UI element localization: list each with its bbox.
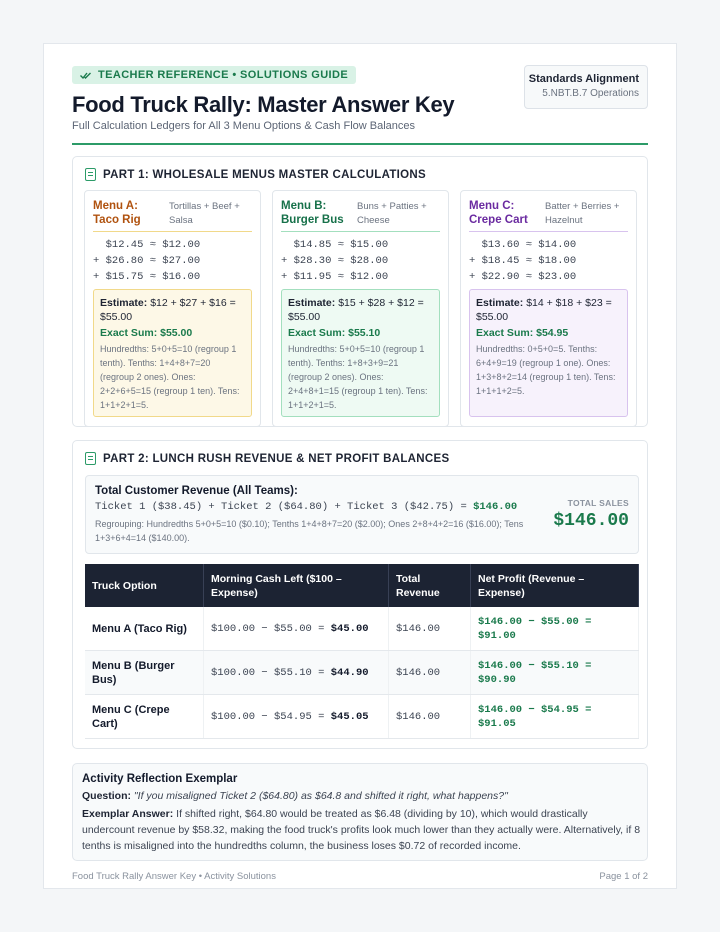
exact-sum-value: $54.95 bbox=[536, 327, 569, 339]
menu-name: Menu C: Crepe Cart bbox=[469, 200, 528, 226]
rounding-line: + $15.75 ≈ $16.00 bbox=[93, 271, 201, 283]
rounding-line: + $11.95 ≈ $12.00 bbox=[281, 271, 389, 283]
revenue-inline-total: $146.00 bbox=[473, 501, 518, 513]
estimate-label: Estimate: bbox=[100, 297, 148, 309]
part1-section bbox=[72, 156, 648, 427]
menu-ingredients: Batter + Berries + Hazelnut bbox=[545, 201, 620, 226]
header-divider bbox=[72, 143, 648, 145]
revenue-cell: $146.00 bbox=[389, 651, 471, 695]
revenue-equation bbox=[95, 501, 517, 513]
reflection-box bbox=[72, 763, 648, 861]
page-title: Food Truck Rally: Master Answer Key bbox=[72, 92, 455, 117]
reflection-answer bbox=[82, 806, 642, 854]
truck-option-cell: Menu A (Taco Rig) bbox=[85, 607, 204, 651]
estimate bbox=[288, 296, 433, 324]
standards-alignment-box bbox=[524, 65, 648, 109]
menu-name: Menu B: Burger Bus bbox=[281, 200, 344, 226]
calculation-box bbox=[93, 289, 252, 417]
badge-text: TEACHER REFERENCE • SOLUTIONS GUIDE bbox=[98, 69, 349, 81]
exact-sum-value: $55.10 bbox=[348, 327, 381, 339]
question-text: "If you misaligned Ticket 2 ($64.80) as $64.8 and shifted it right, what happens?" bbox=[133, 790, 508, 802]
reflection-title: Activity Reflection Exemplar bbox=[82, 773, 238, 785]
regrouping-explanation: Hundredths: 5+0+5=10 (regroup 1 tenth). Tenths: 1+8+3+9=21 (regroup 2 ones). Ones: 2+4+8+1=15 (regroup 1 ten). Tens: 1+1+2+1=5. bbox=[288, 344, 428, 410]
cash-result: $44.90 bbox=[330, 666, 369, 679]
answer-key-page bbox=[43, 43, 677, 889]
truck-option-cell: Menu B (Burger Bus) bbox=[85, 651, 204, 695]
menu-card bbox=[460, 190, 637, 427]
receipt-icon bbox=[85, 168, 96, 181]
estimate-value: $15 + $28 + $12 = $55.00 bbox=[288, 297, 424, 323]
menu-ingredients: Tortillas + Beef + Salsa bbox=[169, 201, 240, 226]
revenue-equation-text: Ticket 1 ($38.45) + Ticket 2 ($64.80) + Ticket 3 ($42.75) = bbox=[95, 501, 474, 513]
footer-page-number: Page 1 of 2 bbox=[599, 871, 648, 882]
header-net-profit: Net Profit (Revenue – Expense) bbox=[471, 564, 639, 607]
revenue-summary-box bbox=[85, 475, 639, 554]
menu-name: Menu A: Taco Rig bbox=[93, 200, 141, 226]
exact-sum-value: $55.00 bbox=[160, 327, 193, 339]
rounding-line: + $18.45 ≈ $18.00 bbox=[469, 255, 577, 267]
exact-sum bbox=[476, 326, 621, 340]
profit-table bbox=[85, 564, 639, 739]
calculation-box bbox=[281, 289, 440, 417]
answer-text: If shifted right, $64.80 would be treated as $6.48 (dividing by 10), which would drastically undercount revenue by $58.32, making the food truck's profits look much lower than they actually were. Alternatively, if 8 tenths is misaligned into the hundredths column, the business loses $0.72 of recorded income. bbox=[82, 808, 641, 852]
truck-option-cell: Menu C (Crepe Cart) bbox=[85, 695, 204, 739]
header-morning-cash: Morning Cash Left ($100 – Expense) bbox=[204, 564, 389, 607]
rounding-lines bbox=[281, 237, 388, 285]
morning-cash-cell bbox=[204, 695, 389, 739]
revenue-cell: $146.00 bbox=[389, 695, 471, 739]
regrouping-explanation: Hundredths: 5+0+5=10 (regroup 1 tenth). Tenths: 1+4+8+7=20 (regroup 2 ones). Ones: 2+2+6+5=15 (regroup 1 ten). Tens: 1+1+2+1=5. bbox=[100, 344, 240, 410]
reflection-question bbox=[82, 790, 508, 802]
rounding-line: + $28.30 ≈ $28.00 bbox=[281, 255, 389, 267]
calculation-box bbox=[469, 289, 628, 417]
part2-heading-text: PART 2: LUNCH RUSH REVENUE & NET PROFIT BALANCES bbox=[103, 452, 450, 465]
rounding-line: $13.60 ≈ $14.00 bbox=[469, 239, 577, 251]
cash-equation: $100.00 − $55.10 = bbox=[211, 666, 331, 679]
total-sales-value: $146.00 bbox=[553, 511, 629, 531]
standards-title: Standards Alignment bbox=[528, 73, 639, 85]
table-row bbox=[85, 651, 639, 695]
revenue-title: Total Customer Revenue (All Teams): bbox=[95, 485, 298, 497]
morning-cash-cell bbox=[204, 651, 389, 695]
estimate-label: Estimate: bbox=[288, 297, 336, 309]
footer-left: Food Truck Rally Answer Key • Activity Solutions bbox=[72, 871, 276, 882]
question-label: Question: bbox=[82, 790, 131, 802]
exact-sum-label: Exact Sum: bbox=[476, 327, 534, 339]
rounding-line: + $26.80 ≈ $27.00 bbox=[93, 255, 201, 267]
exact-sum bbox=[100, 326, 245, 340]
estimate bbox=[100, 296, 245, 324]
teacher-reference-badge bbox=[72, 66, 356, 84]
net-profit-cell: $146.00 − $54.95 = $91.05 bbox=[471, 695, 639, 739]
header-total-revenue: Total Revenue bbox=[389, 564, 471, 607]
net-profit-cell: $146.00 − $55.10 = $90.90 bbox=[471, 651, 639, 695]
part2-section bbox=[72, 440, 648, 749]
double-check-icon bbox=[80, 71, 92, 80]
page-subtitle: Full Calculation Ledgers for All 3 Menu Options & Cash Flow Balances bbox=[72, 120, 416, 132]
estimate bbox=[476, 296, 621, 324]
revenue-regrouping: Regrouping: Hundredths 5+0+5=10 ($0.10); Tenths 1+4+8+7=20 ($2.00); Ones 2+8+4+2=16 ($16.00); Tens 1+3+6+4=14 ($140.00). bbox=[95, 519, 524, 543]
rounding-line: $14.85 ≈ $15.00 bbox=[281, 239, 389, 251]
menu-divider bbox=[469, 231, 628, 232]
header-truck-option: Truck Option bbox=[85, 564, 204, 607]
rounding-line: + $22.90 ≈ $23.00 bbox=[469, 271, 577, 283]
total-sales-label: TOTAL SALES bbox=[567, 498, 629, 508]
rounding-lines bbox=[469, 237, 576, 285]
revenue-cell: $146.00 bbox=[389, 607, 471, 651]
net-profit-cell: $146.00 − $55.00 = $91.00 bbox=[471, 607, 639, 651]
estimate-label: Estimate: bbox=[476, 297, 524, 309]
cash-result: $45.05 bbox=[330, 710, 369, 723]
part2-heading bbox=[85, 452, 449, 465]
cash-equation: $100.00 − $54.95 = bbox=[211, 710, 331, 723]
menu-divider bbox=[93, 231, 252, 232]
morning-cash-cell bbox=[204, 607, 389, 651]
answer-label: Exemplar Answer: bbox=[82, 808, 174, 820]
table-row bbox=[85, 695, 639, 739]
cash-result: $45.00 bbox=[330, 622, 369, 635]
part1-heading-text: PART 1: WHOLESALE MENUS MASTER CALCULATIONS bbox=[103, 168, 426, 181]
profit-table-header bbox=[85, 564, 639, 607]
exact-sum-label: Exact Sum: bbox=[288, 327, 346, 339]
estimate-value: $12 + $27 + $16 = $55.00 bbox=[100, 297, 236, 323]
exact-sum bbox=[288, 326, 433, 340]
menu-card bbox=[272, 190, 449, 427]
dollar-sheet-icon bbox=[85, 452, 96, 465]
exact-sum-label: Exact Sum: bbox=[100, 327, 158, 339]
standards-code: 5.NBT.B.7 Operations bbox=[542, 88, 639, 99]
menu-ingredients: Buns + Patties + Cheese bbox=[357, 201, 427, 226]
estimate-value: $14 + $18 + $23 = $55.00 bbox=[476, 297, 612, 323]
part1-heading bbox=[85, 168, 426, 181]
menu-card bbox=[84, 190, 261, 427]
cash-equation: $100.00 − $55.00 = bbox=[211, 622, 331, 635]
rounding-line: $12.45 ≈ $12.00 bbox=[93, 239, 201, 251]
table-row bbox=[85, 607, 639, 651]
regrouping-explanation: Hundredths: 0+5+0=5. Tenths: 6+4+9=19 (regroup 1 one). Ones: 1+3+8+2=14 (regroup 1 ten). Tens: 1+1+1+2=5. bbox=[476, 344, 616, 396]
rounding-lines bbox=[93, 237, 200, 285]
menu-divider bbox=[281, 231, 440, 232]
